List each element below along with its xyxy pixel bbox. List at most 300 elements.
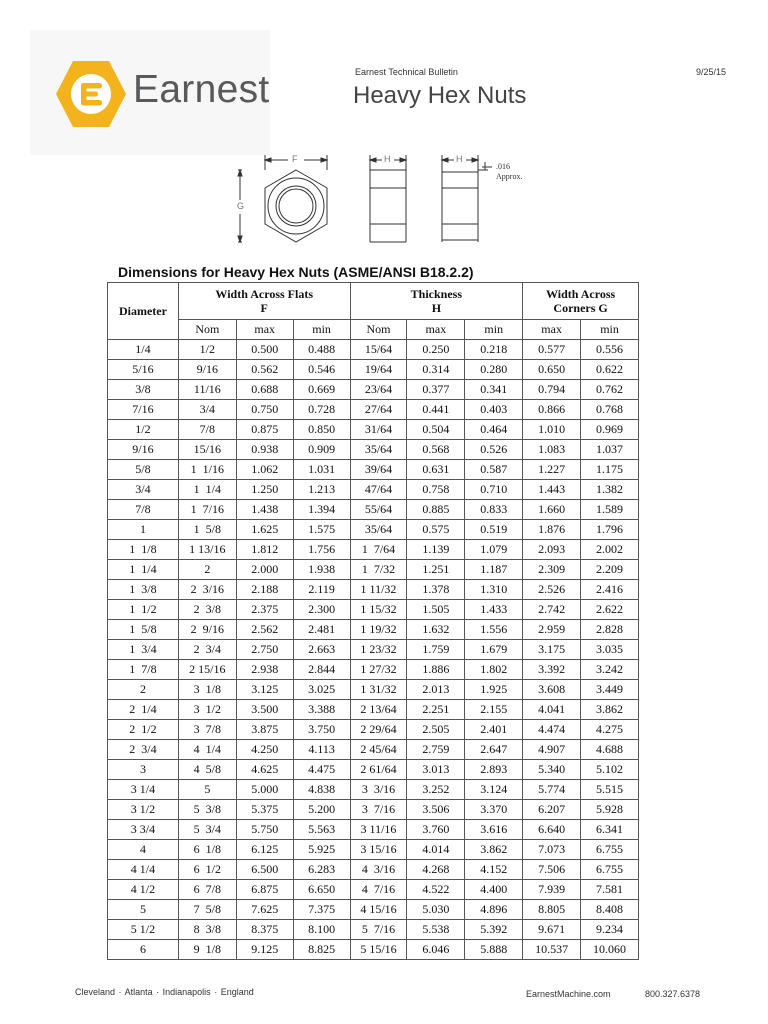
page-title: Heavy Hex Nuts <box>353 82 527 109</box>
table-cell: 9.234 <box>581 920 639 940</box>
diameter-cell: 3 1/4 <box>108 780 179 800</box>
table-cell: 3.013 <box>407 760 465 780</box>
table-cell: 6.755 <box>581 840 639 860</box>
table-cell: 1.938 <box>293 560 350 580</box>
table-cell: 1.227 <box>523 460 581 480</box>
table-row <box>108 820 639 840</box>
column-subheader: Nom <box>350 320 407 340</box>
table-cell: 1.796 <box>581 520 639 540</box>
table-cell: 10.060 <box>581 940 639 960</box>
footer-separator: · <box>214 987 218 997</box>
table-cell: 1/2 <box>178 340 236 360</box>
table-row <box>108 440 639 460</box>
table-cell: 2 45/64 <box>350 740 407 760</box>
table-row <box>108 920 639 940</box>
table-cell: 0.280 <box>465 360 523 380</box>
table-cell: 3 7/8 <box>178 720 236 740</box>
table-cell: 8.825 <box>293 940 350 960</box>
table-cell: 2 15/16 <box>178 660 236 680</box>
table-cell: 0.768 <box>581 400 639 420</box>
table-cell: 2.119 <box>293 580 350 600</box>
table-cell: 1.187 <box>465 560 523 580</box>
table-cell: 2.093 <box>523 540 581 560</box>
table-cell: 5 7/16 <box>350 920 407 940</box>
column-subheader: min <box>293 320 350 340</box>
footer-location: Atlanta <box>124 987 153 997</box>
table-cell: 8.375 <box>236 920 293 940</box>
column-subheader: max <box>236 320 293 340</box>
table-cell: 1 7/16 <box>178 500 236 520</box>
table-cell: 3 15/16 <box>350 840 407 860</box>
column-subheader: min <box>465 320 523 340</box>
table-cell: 1.575 <box>293 520 350 540</box>
diameter-cell: 1 1/8 <box>108 540 179 560</box>
table-cell: 4.522 <box>407 880 465 900</box>
table-cell: 2.401 <box>465 720 523 740</box>
table-cell: 5.774 <box>523 780 581 800</box>
table-cell: 0.577 <box>523 340 581 360</box>
table-cell: 1.083 <box>523 440 581 460</box>
table-cell: 1.382 <box>581 480 639 500</box>
table-cell: 47/64 <box>350 480 407 500</box>
table-cell: 55/64 <box>350 500 407 520</box>
table-cell: 2 3/8 <box>178 600 236 620</box>
table-cell: 3.500 <box>236 700 293 720</box>
hexagon-logo-icon <box>55 58 127 130</box>
table-cell: 6.125 <box>236 840 293 860</box>
table-cell: 0.500 <box>236 340 293 360</box>
table-cell: 2.188 <box>236 580 293 600</box>
table-cell: 4.838 <box>293 780 350 800</box>
table-cell: 4.275 <box>581 720 639 740</box>
table-cell: 0.688 <box>236 380 293 400</box>
table-cell: 3.242 <box>581 660 639 680</box>
table-cell: 5.340 <box>523 760 581 780</box>
table-cell: 5.515 <box>581 780 639 800</box>
table-cell: 0.218 <box>465 340 523 360</box>
column-subheader: max <box>407 320 465 340</box>
diameter-cell: 1 <box>108 520 179 540</box>
table-cell: 4.152 <box>465 860 523 880</box>
table-cell: 2.663 <box>293 640 350 660</box>
table-cell: 1.625 <box>236 520 293 540</box>
table-cell: 2 3/16 <box>178 580 236 600</box>
chamfer-value: .016 <box>496 162 510 171</box>
table-cell: 2.750 <box>236 640 293 660</box>
footer-phone: 800.327.6378 <box>645 989 701 999</box>
table-cell: 1.812 <box>236 540 293 560</box>
diameter-cell: 6 <box>108 940 179 960</box>
diameter-cell: 1 7/8 <box>108 660 179 680</box>
flats-header-line2: F <box>260 301 268 315</box>
table-cell: 0.377 <box>407 380 465 400</box>
table-cell: 3 3/16 <box>350 780 407 800</box>
flats-header-line1: Width Across Flats <box>215 287 313 301</box>
table-cell: 6 7/8 <box>178 880 236 900</box>
table-cell: 4.896 <box>465 900 523 920</box>
table-cell: 1 5/8 <box>178 520 236 540</box>
table-cell: 6.755 <box>581 860 639 880</box>
diameter-cell: 7/16 <box>108 400 179 420</box>
table-cell: 2.416 <box>581 580 639 600</box>
table-cell: 3.862 <box>581 700 639 720</box>
table-cell: 31/64 <box>350 420 407 440</box>
table-cell: 7.581 <box>581 880 639 900</box>
table-cell: 0.341 <box>465 380 523 400</box>
table-row <box>108 580 639 600</box>
corners-header <box>523 283 639 320</box>
footer-separator: · <box>156 987 160 997</box>
table-row <box>108 860 639 880</box>
diameter-cell: 2 1/2 <box>108 720 179 740</box>
footer-website[interactable]: EarnestMachine.com <box>526 989 611 999</box>
table-cell: 1.505 <box>407 600 465 620</box>
table-cell: 1 27/32 <box>350 660 407 680</box>
table-cell: 5.030 <box>407 900 465 920</box>
diameter-cell: 1 1/4 <box>108 560 179 580</box>
table-cell: 0.969 <box>581 420 639 440</box>
diameter-cell: 3 <box>108 760 179 780</box>
table-cell: 5 3/8 <box>178 800 236 820</box>
table-cell: 6.207 <box>523 800 581 820</box>
diameter-cell: 4 1/2 <box>108 880 179 900</box>
table-row <box>108 360 639 380</box>
table-cell: 2 3/4 <box>178 640 236 660</box>
table-cell: 15/16 <box>178 440 236 460</box>
table-cell: 15/64 <box>350 340 407 360</box>
table-cell: 4 3/16 <box>350 860 407 880</box>
table-cell: 6.500 <box>236 860 293 880</box>
table-cell: 5.000 <box>236 780 293 800</box>
table-cell: 35/64 <box>350 440 407 460</box>
table-cell: 7.375 <box>293 900 350 920</box>
diameter-cell: 5 1/2 <box>108 920 179 940</box>
table-cell: 1.756 <box>293 540 350 560</box>
column-subheader: max <box>523 320 581 340</box>
table-cell: 2.742 <box>523 600 581 620</box>
diameter-cell: 1 3/4 <box>108 640 179 660</box>
table-row <box>108 700 639 720</box>
dimension-h-label: H <box>384 154 391 164</box>
table-cell: 1.802 <box>465 660 523 680</box>
table-cell: 4.625 <box>236 760 293 780</box>
table-cell: 3.862 <box>465 840 523 860</box>
table-cell: 1.010 <box>523 420 581 440</box>
table-cell: 0.504 <box>407 420 465 440</box>
table-cell: 2.622 <box>581 600 639 620</box>
table-cell: 1.759 <box>407 640 465 660</box>
flats-header <box>178 283 350 320</box>
brand-name: Earnest <box>133 68 270 111</box>
table-row <box>108 940 639 960</box>
table-cell: 0.403 <box>465 400 523 420</box>
table-cell: 10.537 <box>523 940 581 960</box>
table-row <box>108 340 639 360</box>
table-cell: 1.213 <box>293 480 350 500</box>
bulletin-label: Earnest Technical Bulletin <box>355 67 458 77</box>
table-cell: 6.650 <box>293 880 350 900</box>
table-cell: 6.640 <box>523 820 581 840</box>
table-cell: 0.526 <box>465 440 523 460</box>
table-cell: 0.866 <box>523 400 581 420</box>
table-row <box>108 840 639 860</box>
table-cell: 0.750 <box>236 400 293 420</box>
table-cell: 5.925 <box>293 840 350 860</box>
diameter-cell: 3/8 <box>108 380 179 400</box>
table-cell: 19/64 <box>350 360 407 380</box>
table-cell: 3/4 <box>178 400 236 420</box>
table-cell: 2.300 <box>293 600 350 620</box>
table-row <box>108 680 639 700</box>
table-cell: 8 3/8 <box>178 920 236 940</box>
table-cell: 1.062 <box>236 460 293 480</box>
table-cell: 6.341 <box>581 820 639 840</box>
table-cell: 4 1/4 <box>178 740 236 760</box>
table-row <box>108 380 639 400</box>
table-row <box>108 720 639 740</box>
table-cell: 8.100 <box>293 920 350 940</box>
table-cell: 4.400 <box>465 880 523 900</box>
table-cell: 5.563 <box>293 820 350 840</box>
table-cell: 0.850 <box>293 420 350 440</box>
table-cell: 2.505 <box>407 720 465 740</box>
table-cell: 3 11/16 <box>350 820 407 840</box>
table-cell: 9 1/8 <box>178 940 236 960</box>
table-cell: 0.562 <box>236 360 293 380</box>
table-cell: 1.139 <box>407 540 465 560</box>
footer-location: Indianapolis <box>162 987 211 997</box>
table-row <box>108 420 639 440</box>
table-cell: 0.250 <box>407 340 465 360</box>
table-cell: 1.079 <box>465 540 523 560</box>
table-cell: 3.760 <box>407 820 465 840</box>
table-cell: 1 31/32 <box>350 680 407 700</box>
table-cell: 4.268 <box>407 860 465 880</box>
table-cell: 3.035 <box>581 640 639 660</box>
table-cell: 1.443 <box>523 480 581 500</box>
table-cell: 2.938 <box>236 660 293 680</box>
table-cell: 2.251 <box>407 700 465 720</box>
table-cell: 1 11/32 <box>350 580 407 600</box>
table-cell: 1 23/32 <box>350 640 407 660</box>
table-cell: 6.875 <box>236 880 293 900</box>
table-cell: 3.750 <box>293 720 350 740</box>
diameter-cell: 7/8 <box>108 500 179 520</box>
table-body <box>108 340 639 960</box>
table-cell: 6.283 <box>293 860 350 880</box>
table-row <box>108 760 639 780</box>
table-cell: 3.025 <box>293 680 350 700</box>
table-cell: 2.209 <box>581 560 639 580</box>
table-cell: 5.538 <box>407 920 465 940</box>
table-cell: 7/8 <box>178 420 236 440</box>
table-cell: 1.632 <box>407 620 465 640</box>
table-cell: 0.669 <box>293 380 350 400</box>
diameter-cell: 3 1/2 <box>108 800 179 820</box>
table-cell: 2.562 <box>236 620 293 640</box>
footer-locations <box>75 987 254 997</box>
table-cell: 5.392 <box>465 920 523 940</box>
table-cell: 6.046 <box>407 940 465 960</box>
table-cell: 4 15/16 <box>350 900 407 920</box>
table-title: Dimensions for Heavy Hex Nuts (ASME/ANSI B18.2.2) <box>118 264 474 280</box>
table-cell: 7 5/8 <box>178 900 236 920</box>
footer-location: England <box>220 987 254 997</box>
table-row <box>108 740 639 760</box>
table-cell: 3.875 <box>236 720 293 740</box>
table-row <box>108 400 639 420</box>
table-cell: 0.488 <box>293 340 350 360</box>
table-cell: 5.200 <box>293 800 350 820</box>
table-cell: 4.907 <box>523 740 581 760</box>
table-cell: 2.828 <box>581 620 639 640</box>
table-cell: 5.750 <box>236 820 293 840</box>
table-cell: 2 29/64 <box>350 720 407 740</box>
table-cell: 8.408 <box>581 900 639 920</box>
table-cell: 23/64 <box>350 380 407 400</box>
table-cell: 6 1/2 <box>178 860 236 880</box>
table-cell: 5.102 <box>581 760 639 780</box>
table-cell: 1.589 <box>581 500 639 520</box>
diameter-header: Diameter <box>108 283 179 340</box>
table-cell: 3.175 <box>523 640 581 660</box>
table-cell: 2.481 <box>293 620 350 640</box>
table-cell: 0.728 <box>293 400 350 420</box>
table-cell: 3.124 <box>465 780 523 800</box>
table-cell: 1.310 <box>465 580 523 600</box>
table-row <box>108 640 639 660</box>
column-subheader: Nom <box>178 320 236 340</box>
table-cell: 2 13/64 <box>350 700 407 720</box>
table-cell: 5 15/16 <box>350 940 407 960</box>
table-cell: 11/16 <box>178 380 236 400</box>
table-cell: 2.526 <box>523 580 581 600</box>
table-cell: 2 9/16 <box>178 620 236 640</box>
table-cell: 1.876 <box>523 520 581 540</box>
thickness-header <box>350 283 523 320</box>
table-cell: 2.959 <box>523 620 581 640</box>
table-cell: 5.888 <box>465 940 523 960</box>
table-cell: 1.175 <box>581 460 639 480</box>
table-cell: 2.893 <box>465 760 523 780</box>
table-cell: 27/64 <box>350 400 407 420</box>
table-cell: 0.758 <box>407 480 465 500</box>
table-row <box>108 520 639 540</box>
table-cell: 2.002 <box>581 540 639 560</box>
table-cell: 1.679 <box>465 640 523 660</box>
dimension-h-label-2: H <box>456 154 463 164</box>
table-cell: 4.014 <box>407 840 465 860</box>
table-cell: 0.909 <box>293 440 350 460</box>
table-cell: 4 7/16 <box>350 880 407 900</box>
table-cell: 0.314 <box>407 360 465 380</box>
corners-header-line2: Corners G <box>553 301 608 315</box>
table-cell: 2 61/64 <box>350 760 407 780</box>
table-cell: 1 7/64 <box>350 540 407 560</box>
table-cell: 4 5/8 <box>178 760 236 780</box>
table-cell: 7.939 <box>523 880 581 900</box>
table-row <box>108 620 639 640</box>
column-subheader: min <box>581 320 639 340</box>
table-cell: 3 1/8 <box>178 680 236 700</box>
table-cell: 0.875 <box>236 420 293 440</box>
table-cell: 1.394 <box>293 500 350 520</box>
table-cell: 0.794 <box>523 380 581 400</box>
table-cell: 5 <box>178 780 236 800</box>
diameter-cell: 2 1/4 <box>108 700 179 720</box>
table-cell: 3.370 <box>465 800 523 820</box>
table-cell: 2.375 <box>236 600 293 620</box>
table-cell: 1 1/16 <box>178 460 236 480</box>
table-cell: 1.925 <box>465 680 523 700</box>
diameter-cell: 2 <box>108 680 179 700</box>
table-cell: 9/16 <box>178 360 236 380</box>
table-cell: 0.833 <box>465 500 523 520</box>
table-cell: 9.125 <box>236 940 293 960</box>
dimension-g-label: G <box>237 201 245 211</box>
table-cell: 0.441 <box>407 400 465 420</box>
table-cell: 3.125 <box>236 680 293 700</box>
table-cell: 4.688 <box>581 740 639 760</box>
diameter-cell: 5 <box>108 900 179 920</box>
table-cell: 0.519 <box>465 520 523 540</box>
earnest-logo <box>55 58 290 130</box>
table-cell: 3.252 <box>407 780 465 800</box>
table-cell: 0.575 <box>407 520 465 540</box>
table-cell: 4.474 <box>523 720 581 740</box>
table-cell: 4.113 <box>293 740 350 760</box>
table-cell: 9.671 <box>523 920 581 940</box>
table-row <box>108 600 639 620</box>
table-cell: 0.885 <box>407 500 465 520</box>
footer-separator: · <box>118 987 122 997</box>
table-cell: 35/64 <box>350 520 407 540</box>
table-cell: 1.250 <box>236 480 293 500</box>
table-cell: 0.464 <box>465 420 523 440</box>
table-cell: 2 <box>178 560 236 580</box>
table-cell: 7.073 <box>523 840 581 860</box>
diameter-cell: 5/16 <box>108 360 179 380</box>
table-cell: 2.759 <box>407 740 465 760</box>
thickness-header-line1: Thickness <box>410 287 463 301</box>
table-cell: 0.938 <box>236 440 293 460</box>
chamfer-note <box>496 162 522 182</box>
table-cell: 1 1/4 <box>178 480 236 500</box>
table-cell: 1.438 <box>236 500 293 520</box>
diameter-cell: 1 3/8 <box>108 580 179 600</box>
diameter-cell: 1 1/2 <box>108 600 179 620</box>
diameter-cell: 3 3/4 <box>108 820 179 840</box>
table-cell: 1.433 <box>465 600 523 620</box>
diameter-cell: 4 1/4 <box>108 860 179 880</box>
diameter-cell: 5/8 <box>108 460 179 480</box>
table-cell: 0.650 <box>523 360 581 380</box>
table-cell: 2.155 <box>465 700 523 720</box>
table-cell: 2.647 <box>465 740 523 760</box>
diameter-cell: 1/4 <box>108 340 179 360</box>
table-row <box>108 800 639 820</box>
table-cell: 1.031 <box>293 460 350 480</box>
table-cell: 0.762 <box>581 380 639 400</box>
table-cell: 4.041 <box>523 700 581 720</box>
table-cell: 1 15/32 <box>350 600 407 620</box>
thickness-header-line2: H <box>431 301 442 315</box>
table-cell: 8.805 <box>523 900 581 920</box>
table-subheader-row <box>108 320 639 340</box>
dimensions-table <box>107 282 639 960</box>
table-cell: 1.037 <box>581 440 639 460</box>
table-cell: 1.556 <box>465 620 523 640</box>
